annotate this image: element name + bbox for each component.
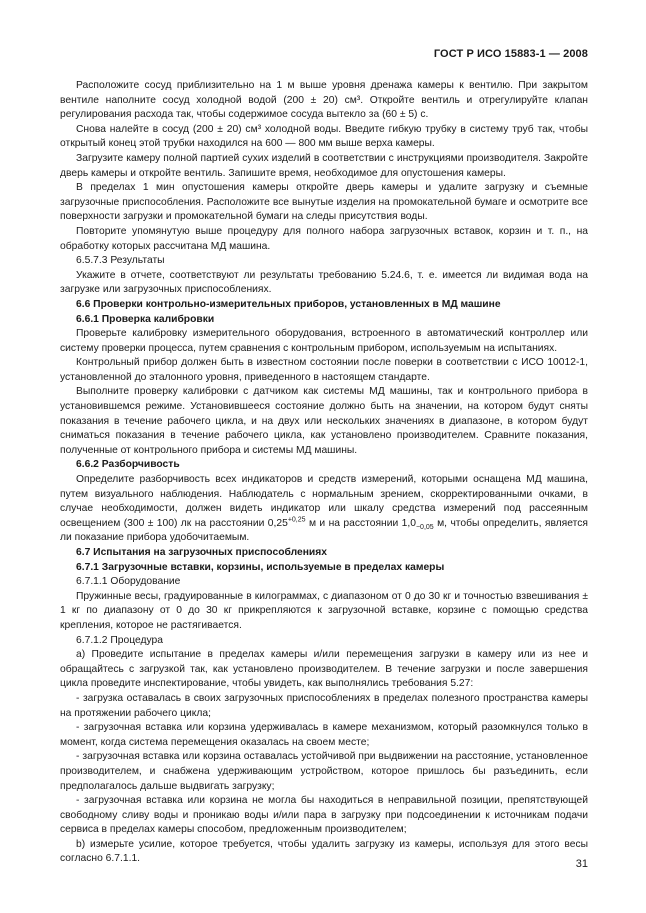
section-heading: 6.6.2 Разборчивость xyxy=(76,459,180,471)
paragraph: Повторите упомянутую выше процедуру для полного набора загрузочных вставок, корзин и т. п., на обработку которых рассчитана МД машина. xyxy=(60,225,588,252)
legibility-text: м, чтобы определить, является ли показание прибора удобочитаемым. xyxy=(60,517,588,544)
page-body xyxy=(60,79,588,867)
paragraph: Пружинные весы, градуированные в килограммах, с диапазоном от 0 до 30 кг и точностью взвешивания ± 1 кг по диапазону от 0 до 30 кг прикрепляются к загрузочной вставке, корзине с помощью средства крепления, которое не растягивается. xyxy=(60,590,588,631)
document-header: ГОСТ Р ИСО 15883-1 — 2008 xyxy=(433,48,588,60)
section-heading: 6.6 Проверки контрольно-измерительных приборов, установленных в МД машине xyxy=(76,298,501,310)
list-item: - загрузочная вставка или корзина оставалась устойчивой при выдвижении на расстояние, установленное производителем, и снабжена удерживающим устройством, которое пришлось бы разъединить, если предполагалось дальше выдвигать загрузку; xyxy=(60,751,588,792)
page-number: 31 xyxy=(575,858,588,870)
list-item: - загрузочная вставка или корзина не могла бы находиться в неправильной позиции, препятствующей свободному сливу воды и проникаю воды и/или пара в загрузку при подсоединении к источникам подачи сервиса в пределах камеры способом, предложенным производителем; xyxy=(60,795,588,836)
subsection-heading: 6.7.1.2 Процедура xyxy=(76,634,163,646)
list-item: - загрузочная вставка или корзина удерживалась в камере механизмом, который разомкнулся только в момент, когда система перемещения оказалась на своем месте; xyxy=(60,722,588,748)
tolerance-superscript: +0,25 xyxy=(287,516,306,524)
list-item: а) Проведите испытание в пределах камеры и/или перемещения загрузки в камеру или из нее и обращайтесь с загрузкой так, как установлено производителем. В течение загрузки и после завершения цикла проведите инспектирование, чтобы увидеть, как выполнялись требования 5.27: xyxy=(60,649,588,690)
paragraph: Контрольный прибор должен быть в известном состоянии после поверки в соответствии с ИСО 10012-1, установленной до эталонного уровня, приведенного в настоящем стандарте. xyxy=(60,357,588,383)
paragraph: Снова налейте в сосуд (200 ± 20) см³ холодной воды. Введите гибкую трубку в систему труб так, чтобы открытый конец этой трубки находился на 600 — 800 мм выше верха камеры. xyxy=(60,123,588,150)
legibility-text: Определите разборчивость всех индикаторов и средств измерений, которыми оснащена МД машина, путем визуального наблюдения. Наблюдатель с нормальным зрением, скорректированными очками, в случае необходимости, должен видеть индикатор или шкалу средства измерений под рассеянным освещением (300 ± 100) лк на расстоянии 0,25 xyxy=(60,474,588,529)
legibility-paragraph xyxy=(60,473,588,546)
paragraph: Проверьте калибровку измерительного оборудования, встроенного в автоматический контроллер или систему проверки процесса, путем сравнения с контрольным прибором, используемым на испытаниях. xyxy=(60,328,588,354)
paragraph: Расположите сосуд приблизительно на 1 м выше уровня дренажа камеры к вентилю. При закрытом вентиле наполните сосуд холодной водой (200 ± 20) см³. Откройте вентиль и отрегулируйте клапан регулирования расхода так, чтобы содержимое сосуда вытекло за (60 ± 5) с. xyxy=(60,80,588,121)
subsection-heading: 6.5.7.3 Результаты xyxy=(76,255,165,267)
section-heading: 6.7 Испытания на загрузочных приспособлениях xyxy=(76,547,328,558)
section-heading: 6.6.1 Проверка калибровки xyxy=(76,313,215,325)
paragraph: Укажите в отчете, соответствуют ли результаты требованию 5.24.6, т. е. имеется ли видимая вода на загрузке или загрузочных приспособлениях. xyxy=(60,269,588,296)
section-heading: 6.7.1 Загрузочные вставки, корзины, используемые в пределах камеры xyxy=(76,561,445,573)
paragraph: В пределах 1 мин опустошения камеры откройте дверь камеры и удалите загрузку и съемные загрузочные приспособления. Расположите все вынутые изделия на промокательной бумаге и осмотрите все поверхности загрузки и промокательной бумаги на следы присутствия воды. xyxy=(60,182,588,223)
tolerance-subscript: −0,05 xyxy=(415,523,434,531)
paragraph: Загрузите камеру полной партией сухих изделий в соответствии с инструкциями производителя. Закройте дверь камеры и откройте вентиль. Запишите время, необходимое для опустошения камеры. xyxy=(60,152,588,179)
legibility-text: м и на расстоянии 1,0 xyxy=(305,517,416,529)
paragraph: Выполните проверку калибровки с датчиком как системы МД машины, так и контрольного прибора в установившемся режиме. Установившееся состояние должно быть на значении, на котором будут сняты показания в течение рабочего цикла, и на двух или нескольких значениях в диапазоне, в котором будут сниматься показания в течение рабочего цикла, как установлено производителем. Сравните показания, полученные от контрольного прибора и системы МД машины. xyxy=(60,386,588,456)
list-item: - загрузка оставалась в своих загрузочных приспособлениях в пределах полезного пространства камеры на протяжении рабочего цикла; xyxy=(60,692,588,719)
subsection-heading: 6.7.1.1 Оборудование xyxy=(76,576,181,588)
list-item: b) измерьте усилие, которое требуется, чтобы удалить загрузку из камеры, используя для этого весы согласно 6.7.1.1. xyxy=(60,838,588,865)
